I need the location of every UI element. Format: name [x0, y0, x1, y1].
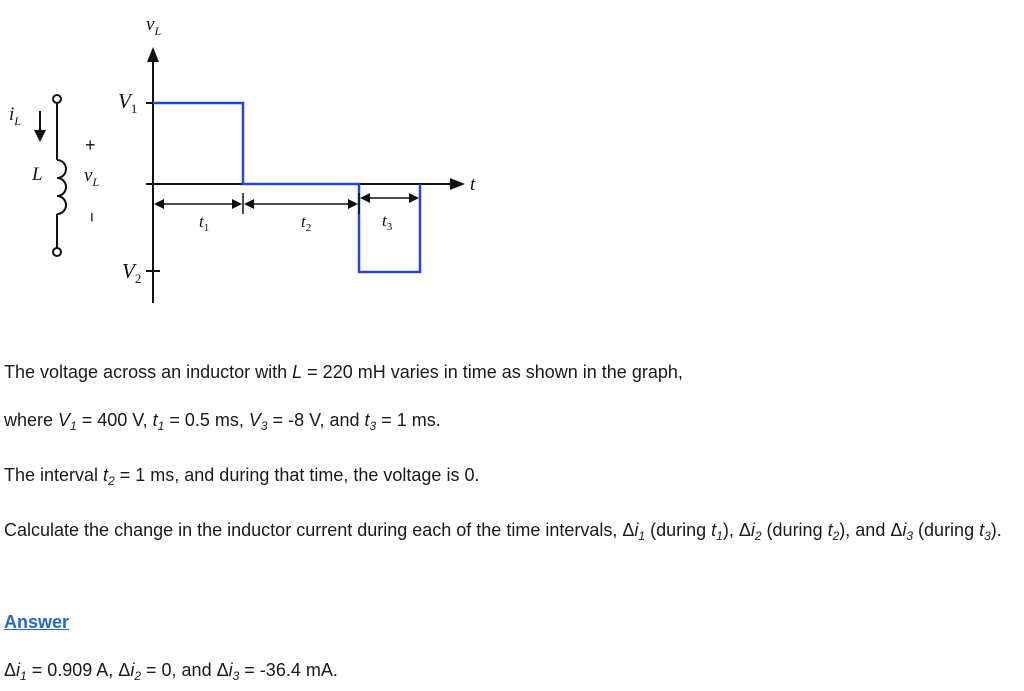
- minus-sign: −: [82, 212, 102, 223]
- problem-statement-1: The voltage across an inductor with L = 220 mH varies in time as shown in the graph,: [4, 362, 683, 382]
- x-axis-label: t: [470, 174, 476, 195]
- y-axis-arrow: [147, 47, 159, 62]
- interval-3-right-head: [409, 193, 419, 203]
- x-axis-arrow: [450, 178, 465, 190]
- interval-3-label: $t_3$: [382, 211, 393, 233]
- inductor-coil: [57, 160, 66, 214]
- problem-statement-2: where $V_1 = 400$ V, $t_1 = 0.5$ ms, $V_3 = -8$ V, and $t_3 = 1$ ms.: [4, 410, 441, 433]
- voltage-label: $v_L$: [84, 165, 100, 189]
- y-axis-label: $v_L$: [146, 14, 162, 38]
- interval-1-right-head: [232, 199, 242, 209]
- voltage-waveform: [153, 103, 420, 272]
- level-high-label: $V_1$: [118, 89, 138, 116]
- plus-sign: +: [85, 135, 96, 155]
- inductor-circuit: [9, 95, 102, 256]
- interval-1-label: $t_1$: [199, 212, 210, 234]
- interval-1-left-head: [154, 199, 164, 209]
- interval-2-right-head: [348, 199, 358, 209]
- inductor-voltage-figure: [0, 0, 500, 330]
- answer-link[interactable]: Answer: [4, 612, 70, 632]
- interval-3-left-head: [360, 193, 370, 203]
- top-terminal: [53, 95, 61, 103]
- answer-text: $\Delta i_1 = 0.909$ A, $\Delta i_2 = 0$, and $\Delta i_3 = -36.4$ mA.: [4, 660, 338, 683]
- interval-markers: [154, 193, 419, 234]
- level-low-label: $V_2$: [122, 259, 142, 286]
- interval-2-left-head: [244, 199, 254, 209]
- interval-2-label: $t_2$: [301, 212, 312, 234]
- problem-question: Calculate the change in the inductor current during each of the time intervals, $\Delta i_1$ (during $t_1$), $\Delta i_2$ (during $t_2$), and $\Delta i_3$ (during $t_3$).: [4, 520, 1002, 543]
- answer-section: [4, 604, 69, 640]
- inductor-label: L: [32, 164, 43, 185]
- current-arrow-head: [34, 130, 46, 142]
- current-label: $i_L$: [9, 104, 21, 128]
- bottom-terminal: [53, 248, 61, 256]
- problem-statement-3: The interval $t_2 = 1$ ms, and during that time, the voltage is 0.: [4, 465, 480, 488]
- graph-axes: [118, 14, 476, 303]
